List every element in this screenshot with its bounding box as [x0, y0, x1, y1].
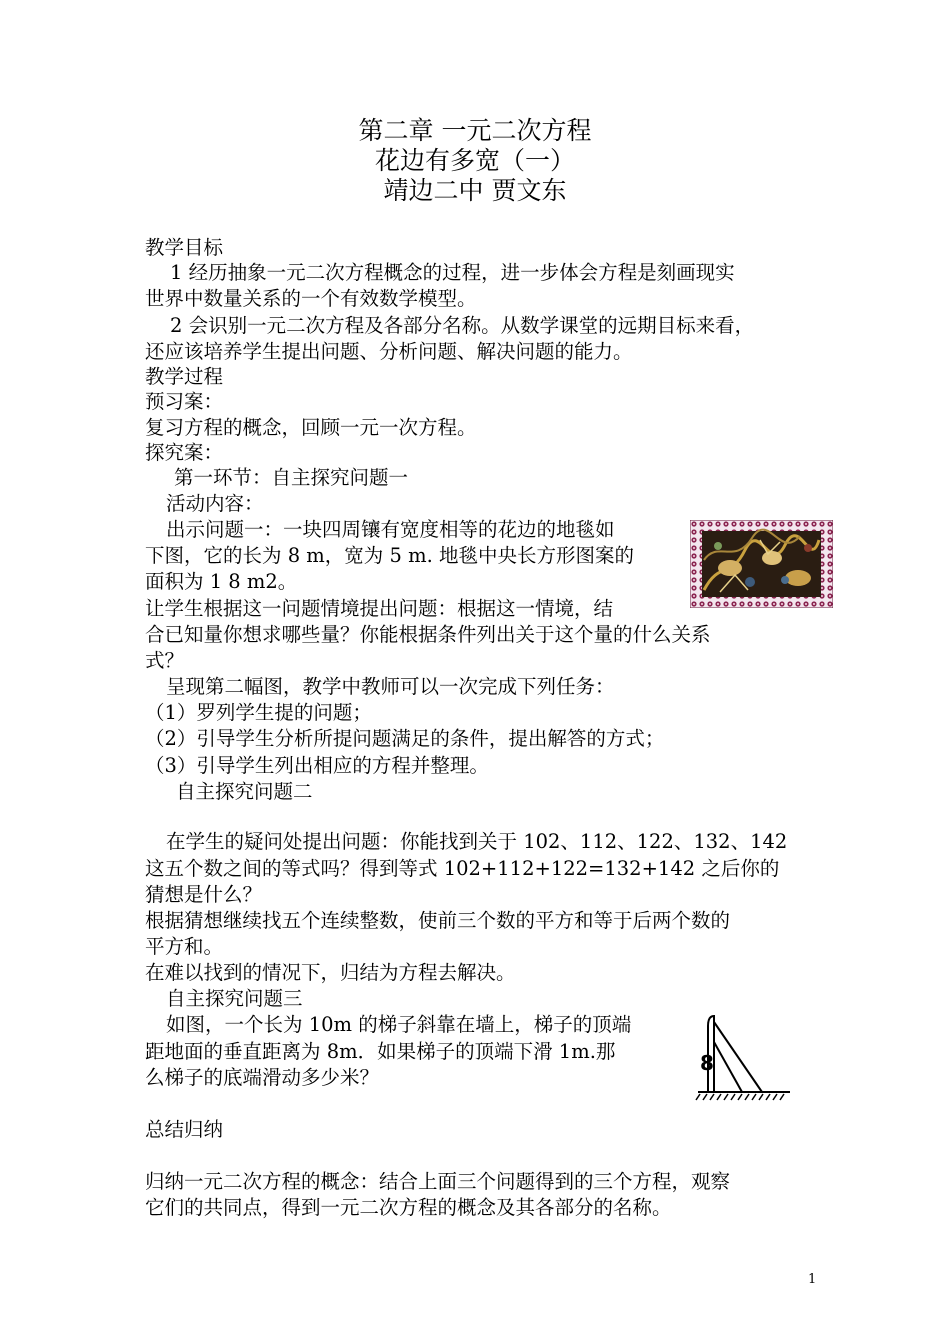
q1-line2: 下图，它的长为 8 m，宽为 5 m. 地毯中央长方形图案的 — [145, 544, 634, 567]
task1-line: （1）罗列学生提的问题； — [145, 701, 372, 724]
q2-line5: 平方和。 — [145, 935, 224, 958]
q1-line4: 让学生根据这一问题情境提出问题：根据这一情境，结 — [145, 597, 614, 620]
q2-line2: 这五个数之间的等式吗？得到等式 102+112+122=132+142 之后你的 — [145, 857, 780, 880]
q1-line1: 出示问题一：一块四周镶有宽度相等的花边的地毯如 — [166, 518, 615, 541]
carpet-image — [690, 520, 833, 608]
lesson-title: 花边有多宽（一） — [374, 146, 575, 175]
activity-label: 活动内容： — [166, 492, 264, 515]
q2-line1: 在学生的疑问处提出问题：你能找到关于 102、112、122、132、142 — [166, 830, 788, 853]
ladder-height-label: 8 — [700, 1051, 714, 1075]
q3-line1: 如图，一个长为 10m 的梯子斜靠在墙上，梯子的顶端 — [166, 1013, 632, 1036]
ladder-line — [714, 1022, 762, 1092]
process-heading: 教学过程 — [145, 365, 224, 388]
author-line: 靖边二中 贾文东 — [383, 176, 567, 205]
task2-line: （2）引导学生分析所提问题满足的条件，提出解答的方式； — [145, 727, 665, 750]
preview-heading: 预习案： — [145, 390, 224, 413]
preview-text: 复习方程的概念，回顾一元一次方程。 — [145, 416, 477, 439]
step1-heading: 第一环节：自主探究问题一 — [174, 466, 409, 489]
q2-heading: 自主探究问题二 — [176, 780, 313, 803]
goal2-line1: 2 会识别一元二次方程及各部分名称。从数学课堂的远期目标来看， — [170, 314, 755, 337]
present-line: 呈现第二幅图，教学中教师可以一次完成下列任务： — [166, 675, 615, 698]
q1-line6: 式？ — [145, 649, 185, 672]
chapter-title: 第二章 一元二次方程 — [358, 116, 592, 145]
goal1-line2: 世界中数量关系的一个有效数学模型。 — [145, 287, 477, 310]
q3-line3: 么梯子的底端滑动多少米？ — [145, 1066, 380, 1089]
goal1-line1: 1 经历抽象一元二次方程概念的过程，进一步体会方程是刻画现实 — [170, 261, 735, 284]
q2-line6: 在难以找到的情况下，归结为方程去解决。 — [145, 961, 516, 984]
goals-heading: 教学目标 — [145, 236, 224, 259]
q3-heading: 自主探究问题三 — [166, 987, 303, 1010]
q1-line5: 合已知量你想求哪些量？你能根据条件列出关于这个量的什么关系 — [145, 623, 711, 646]
q3-line2: 距地面的垂直距离为 8m．如果梯子的顶端下滑 1m.那 — [145, 1040, 616, 1063]
goal2-line2: 还应该培养学生提出问题、分析问题、解决问题的能力。 — [145, 340, 633, 363]
q2-line3: 猜想是什么？ — [145, 883, 263, 906]
q2-line4: 根据猜想继续找五个连续整数，使前三个数的平方和等于后两个数的 — [145, 909, 731, 932]
summary-line1: 归纳一元二次方程的概念：结合上面三个问题得到的三个方程，观察 — [145, 1170, 731, 1193]
explore-heading: 探究案： — [145, 441, 224, 464]
q1-line3: 面积为 1 8 m2。 — [145, 570, 298, 593]
page-number: 1 — [808, 1272, 817, 1287]
summary-heading: 总结归纳 — [145, 1118, 224, 1141]
summary-line2: 它们的共同点，得到一元二次方程的概念及其各部分的名称。 — [145, 1196, 672, 1219]
ladder-figure — [694, 1012, 790, 1104]
task3-line: （3）引导学生列出相应的方程并整理。 — [145, 754, 489, 777]
ladder-slid-line — [714, 1042, 742, 1092]
